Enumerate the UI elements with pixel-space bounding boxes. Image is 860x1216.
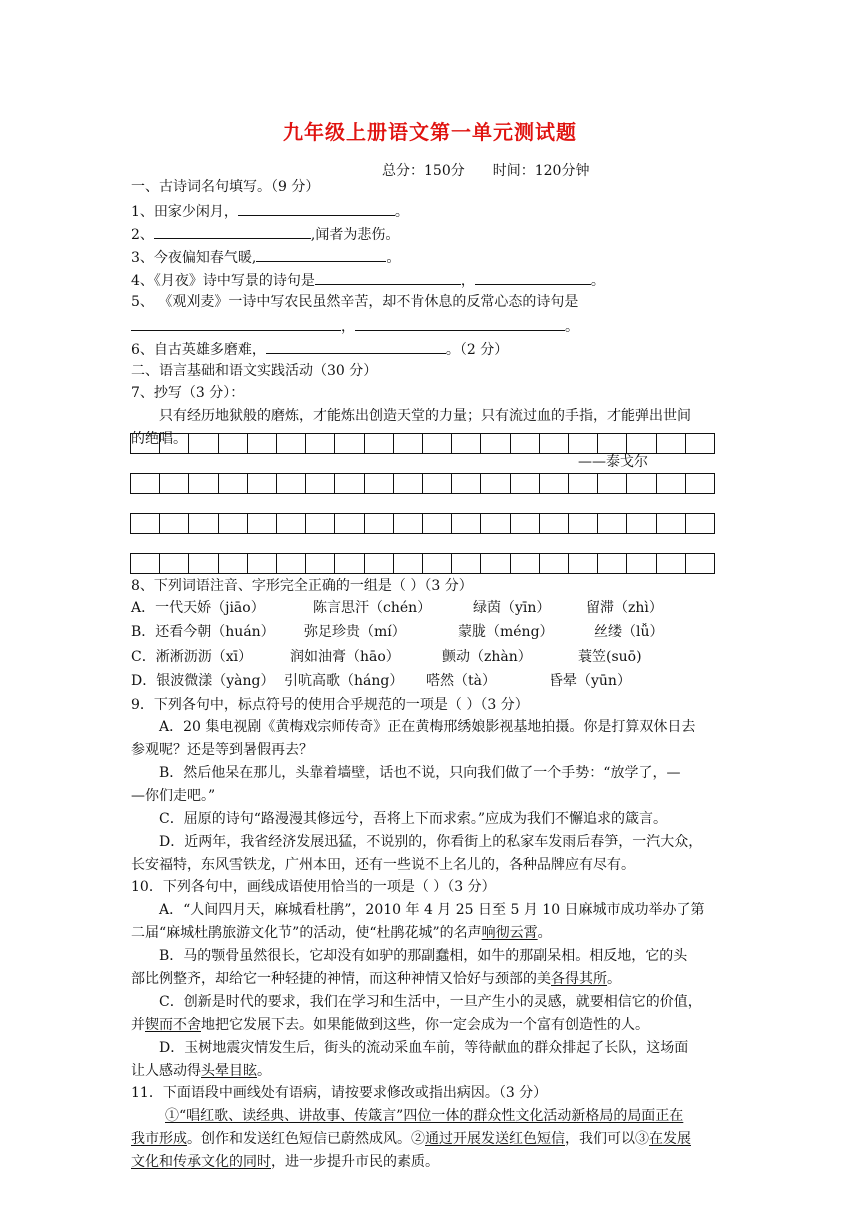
section-1-heading: 一、古诗词名句填写。（9 分） bbox=[131, 179, 320, 195]
writing-grid-row[interactable] bbox=[130, 473, 715, 494]
answer-blank[interactable] bbox=[238, 201, 395, 216]
underlined-sentence-2: 通过开展发送红色短信 bbox=[425, 1131, 565, 1147]
q8-option-a-3: 绿茵（yīn） bbox=[473, 600, 551, 616]
underlined-sentence-1: ①“唱红歌、读经典、讲故事、传箴言”四位一体的群众性文化活动新格局的局面正在 bbox=[165, 1108, 684, 1124]
q8-option-b-1[interactable]: B．还看今朝（huán） bbox=[131, 624, 275, 640]
question-10: 10．下列各句中，画线成语使用恰当的一项是（ ）（3 分） bbox=[131, 879, 496, 895]
q11-passage-line-2: 我市形成。创作和发送红色短信已蔚然成风。②通过开展发送红色短信，我们可以③在发展 bbox=[131, 1131, 691, 1147]
q8-option-c-2: 润如油膏（hāo） bbox=[290, 649, 400, 665]
q10-option-d-line-1[interactable]: D．玉树地震灾情发生后，街头的流动采血车前，等待献血的群众排起了长队，这场面 bbox=[159, 1040, 689, 1056]
underlined-sentence-3-end: 文化和传承文化的同时 bbox=[131, 1154, 271, 1170]
q8-option-a-1[interactable]: A．一代天娇（jiāo） bbox=[131, 600, 265, 616]
underlined-idiom: 锲而不舍 bbox=[145, 1017, 201, 1033]
underlined-idiom: 各得其所 bbox=[551, 971, 607, 987]
question-1: 1、田家少闲月， 。 bbox=[131, 201, 409, 221]
q8-option-b-4: 丝缕（lǚ） bbox=[594, 624, 664, 640]
question-2: 2、 ,闻者为悲伤。 bbox=[131, 224, 399, 244]
question-11: 11．下面语段中画线处有语病，请按要求修改或指出病因。（3 分） bbox=[131, 1085, 548, 1101]
q8-option-d-3: 嗒然（tà） bbox=[426, 673, 496, 689]
q8-option-c-1[interactable]: C．淅淅沥沥（xī） bbox=[131, 649, 253, 665]
q9-option-a-line-2: 参观呢？还是等到暑假再去？ bbox=[131, 742, 313, 758]
writing-grid-row[interactable] bbox=[130, 553, 715, 574]
question-5: 5、 《观刈麦》一诗中写农民虽然辛苦，却不肯休息的反常心态的诗句是 bbox=[131, 294, 579, 310]
answer-blank[interactable] bbox=[355, 316, 565, 331]
answer-blank[interactable] bbox=[266, 339, 446, 354]
answer-blank[interactable] bbox=[154, 224, 311, 239]
answer-blank[interactable] bbox=[131, 316, 341, 331]
q9-option-d-line-1[interactable]: D．近两年，我省经济发展迅猛，不说别的，你看街上的私家车发雨后春笋，一汽大众， bbox=[159, 834, 703, 850]
section-2-heading: 二、语言基础和语文实践活动（30 分） bbox=[131, 363, 378, 379]
q8-option-d-4: 昏晕（yūn） bbox=[549, 673, 631, 689]
q9-option-c[interactable]: C．屈原的诗句“路漫漫其修远兮，吾将上下而求索。”应成为我们不懈追求的箴言。 bbox=[159, 811, 668, 827]
question-7: 7、抄写（3 分）： bbox=[131, 385, 245, 401]
copy-passage-line-2: 的绝唱。 bbox=[131, 431, 187, 447]
writing-grid-row[interactable] bbox=[130, 433, 715, 454]
question-8: 8、下列词语注音、字形完全正确的一组是（ ）（3 分） bbox=[131, 578, 473, 594]
question-4: 4、《月夜》诗中写景的诗句是 ， 。 bbox=[131, 270, 605, 290]
copy-passage-line-1: 只有经历地狱般的磨炼，才能炼出创造天堂的力量；只有流过血的手指，才能弹出世间 bbox=[159, 408, 691, 424]
underlined-sentence-3: 在发展 bbox=[649, 1131, 691, 1147]
q9-option-d-line-2: 长安福特，东风雪铁龙，广州本田，还有一些说不上名儿的，各种品牌应有尽有。 bbox=[131, 857, 635, 873]
answer-blank[interactable] bbox=[315, 270, 461, 285]
q8-option-b-3: 蒙胧（méng） bbox=[458, 624, 554, 640]
q10-option-c-line-2: 并锲而不舍地把它发展下去。如果能做到这些，你一定会成为一个富有创造性的人。 bbox=[131, 1017, 649, 1033]
q8-option-d-2: 引吭高歌（háng） bbox=[284, 673, 404, 689]
q8-option-d-1[interactable]: D．银波微漾（yàng） bbox=[131, 673, 275, 689]
page-title: 九年级上册语文第一单元测试题 bbox=[283, 120, 577, 144]
q10-option-b-line-2: 部比例整齐，却给它一种轻捷的神情，而这种神情又恰好与颈部的美各得其所。 bbox=[131, 971, 621, 987]
q10-option-b-line-1[interactable]: B．马的颚骨虽然很长，它却没有如驴的那副蠢相，如牛的那副呆相。相反地，它的头 bbox=[159, 948, 688, 964]
underlined-idiom: 头晕目眩 bbox=[201, 1063, 257, 1079]
q10-option-d-line-2: 让人感动得头晕目眩。 bbox=[131, 1063, 271, 1079]
time-limit: 时间：120分钟 bbox=[492, 163, 590, 179]
answer-blank[interactable] bbox=[256, 247, 386, 262]
q8-option-b-2: 弥足珍贵（mí） bbox=[304, 624, 406, 640]
q8-option-a-2: 陈言思汗（chén） bbox=[313, 600, 432, 616]
q9-option-b-line-2: —你们走吧。” bbox=[131, 788, 216, 804]
passage-author: ——泰戈尔 bbox=[578, 454, 648, 470]
q9-option-a-line-1[interactable]: A．20 集电视剧《黄梅戏宗师传奇》正在黄梅邢绣娘影视基地拍摄。你是打算双休日去 bbox=[159, 719, 696, 735]
underlined-idiom: 响彻云霄 bbox=[481, 925, 538, 941]
answer-blank[interactable] bbox=[475, 270, 591, 285]
q10-option-a-line-1[interactable]: A．“人间四月天，麻城看杜鹃”，2010 年 4 月 25 日至 5 月 10 日麻城市成功举办了第 bbox=[159, 902, 705, 918]
q8-option-c-4: 蓑笠(suō) bbox=[578, 649, 642, 665]
exam-meta bbox=[382, 160, 589, 180]
q9-option-b-line-1[interactable]: B．然后他呆在那儿，头靠着墙壁，话也不说，只向我们做了一个手势：“放学了，— bbox=[159, 765, 681, 781]
writing-grid-row[interactable] bbox=[130, 513, 715, 534]
underlined-sentence-1-end: 我市形成 bbox=[131, 1131, 187, 1147]
q10-option-a-line-2: 二届“麻城杜鹃旅游文化节”的活动，使“杜鹃花城”的名声响彻云霄。 bbox=[131, 925, 552, 941]
total-score: 总分：150分 bbox=[382, 163, 465, 179]
q10-option-c-line-1[interactable]: C．创新是时代的要求，我们在学习和生活中，一旦产生小的灵感，就要相信它的价值， bbox=[159, 994, 702, 1010]
q8-option-a-4: 留滞（zhì） bbox=[586, 600, 663, 616]
q11-passage-line-1 bbox=[165, 1107, 683, 1125]
q8-option-c-3: 颤动（zhàn） bbox=[442, 649, 532, 665]
question-6: 6、自古英雄多磨难， 。（2 分） bbox=[131, 339, 508, 359]
question-3: 3、今夜偏知春气暖, 。 bbox=[131, 247, 400, 267]
question-9: 9．下列各句中，标点符号的使用合乎规范的一项是（ ）（3 分） bbox=[131, 697, 529, 713]
question-5-blanks: ， 。 bbox=[131, 316, 579, 336]
q11-passage-line-3: 文化和传承文化的同时，进一步提升市民的素质。 bbox=[131, 1154, 439, 1170]
